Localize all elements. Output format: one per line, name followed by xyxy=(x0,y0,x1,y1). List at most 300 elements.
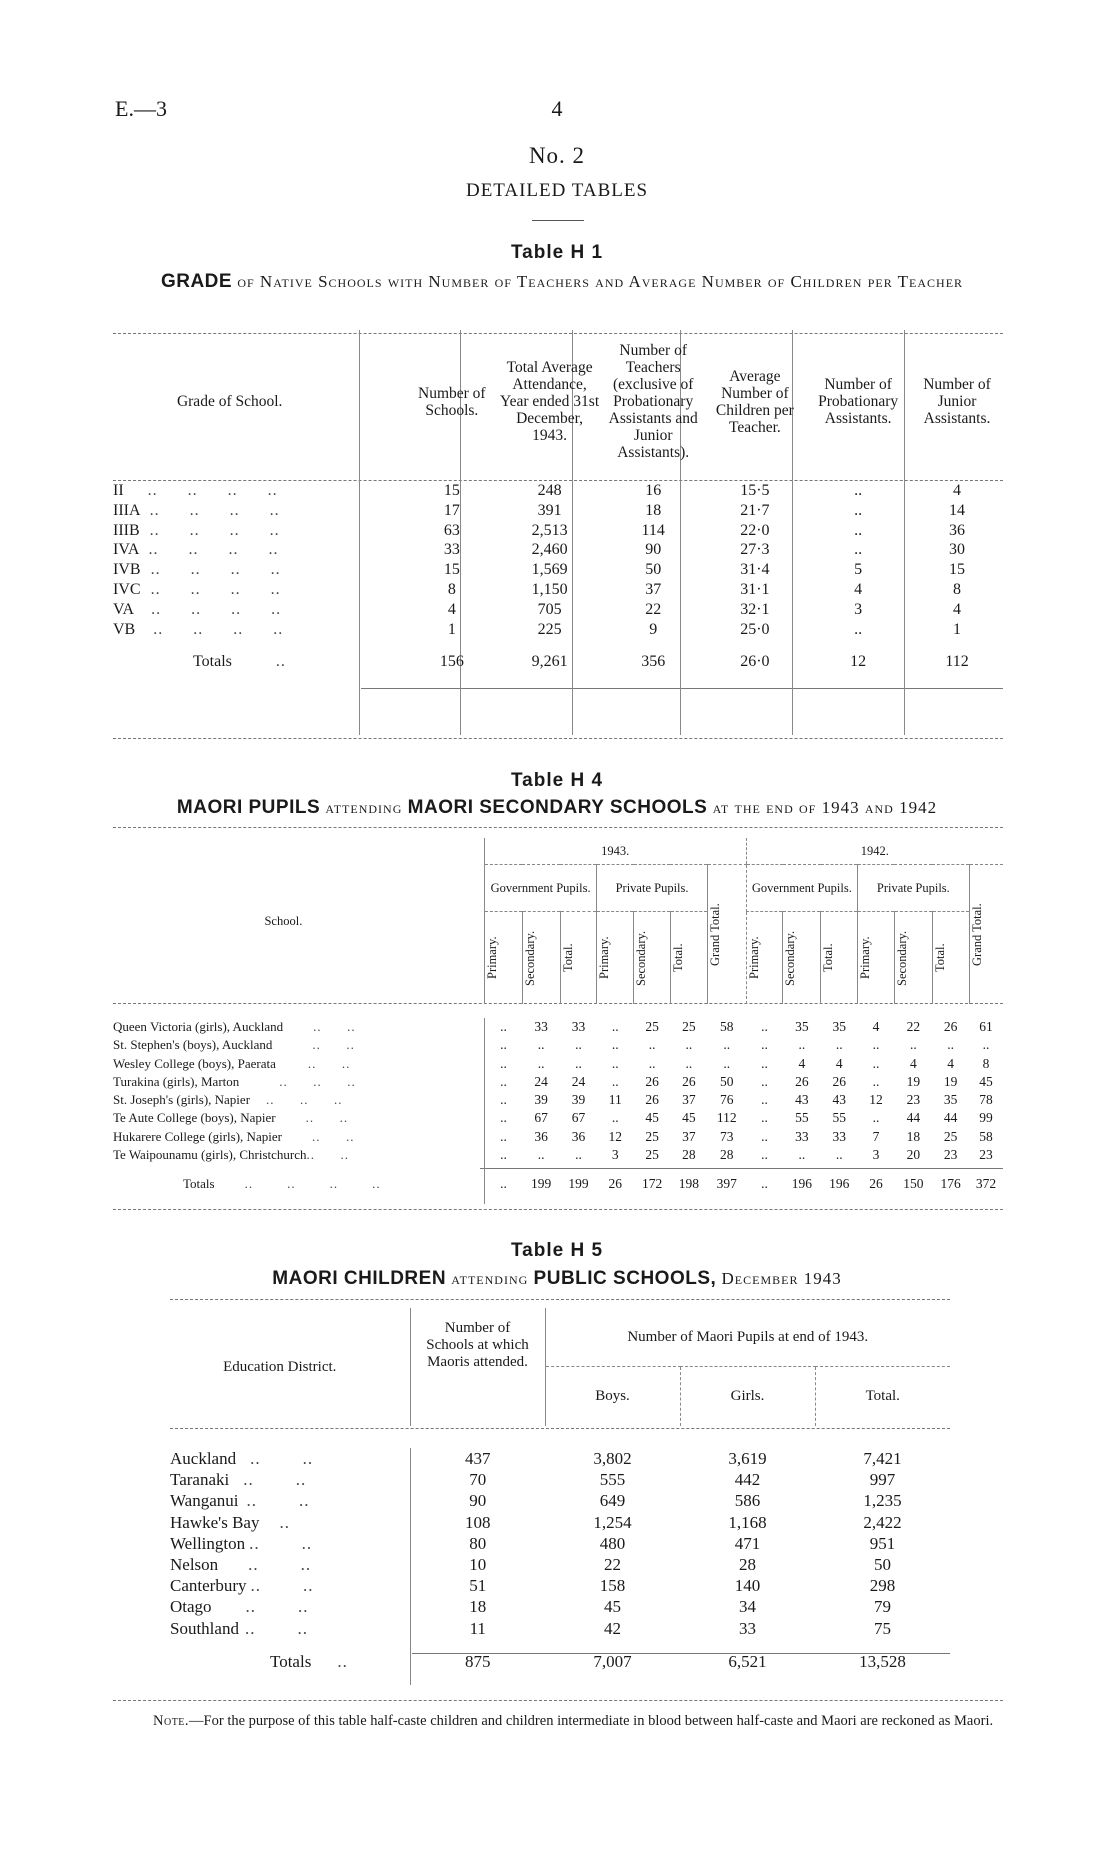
cell: 199 xyxy=(530,1176,552,1192)
cell: 33 xyxy=(739,1618,756,1638)
table-row: St. Stephen's (boys), Auckland .. .. .. .. .. .. .. .. .. .. .. .. .. .. .. .. xyxy=(113,1036,1003,1054)
cell: .. xyxy=(537,1147,545,1163)
table-row: IIIA .. .. .. .. 17 391 18 21·7 .. 14 xyxy=(113,501,1003,521)
col-total: Total. xyxy=(815,1367,950,1427)
cell: 150 xyxy=(903,1176,924,1192)
cell: 19 xyxy=(943,1073,958,1089)
cell: 23 xyxy=(979,1147,993,1163)
cell: 45 xyxy=(979,1073,993,1089)
cell: 28 xyxy=(682,1147,696,1163)
cell: 8 xyxy=(953,580,962,598)
cell: 33 xyxy=(795,1128,809,1144)
totals-label: Totals xyxy=(183,1176,215,1192)
cell: .. xyxy=(575,1147,582,1163)
cell: 471 xyxy=(734,1533,761,1553)
cell: 25 xyxy=(645,1019,659,1034)
table-h4-totals-row: Totals .. .. .. .. .. 199 199 26 172 198 397 .. 196 196 26 150 176 372 xyxy=(113,1164,1003,1204)
sub-primary: Primary. xyxy=(597,936,612,980)
cell: 33 xyxy=(832,1128,846,1144)
cell: 112 xyxy=(716,1110,737,1126)
page-ref: E.—3 xyxy=(115,96,167,121)
gov-pupils-1942: Government Pupils. xyxy=(746,865,857,912)
sub-total: Total. xyxy=(560,943,575,973)
col-girls: Girls. xyxy=(680,1367,815,1427)
cell: 951 xyxy=(869,1533,896,1553)
cell: 22 xyxy=(604,1555,621,1575)
sub-secondary: Secondary. xyxy=(522,930,537,986)
cell: .. xyxy=(537,1037,545,1053)
cell: 198 xyxy=(678,1176,699,1192)
district-name: Southland xyxy=(170,1618,239,1638)
cell: 172 xyxy=(641,1176,663,1192)
district-name: Otago xyxy=(170,1597,212,1617)
cell: 26 xyxy=(608,1176,622,1192)
cell: 55 xyxy=(795,1110,809,1126)
cell: 176 xyxy=(940,1176,961,1192)
cell: 58 xyxy=(979,1128,993,1144)
cell: 26 xyxy=(645,1092,659,1108)
cell: .. xyxy=(798,1037,806,1053)
cell: .. xyxy=(611,1037,619,1053)
cell: 67 xyxy=(534,1110,548,1126)
cell: 28 xyxy=(719,1147,734,1163)
cell: 1,168 xyxy=(728,1512,767,1532)
cell: 55 xyxy=(832,1110,846,1126)
cell: 15 xyxy=(949,561,966,579)
table-h4-heading-mid: attending xyxy=(325,798,403,817)
cell: 3 xyxy=(854,600,863,618)
cell: 28 xyxy=(739,1555,756,1575)
col-num-teachers: Number of Teachers (exclusive of Probationary Assistants and Junior Assistants). xyxy=(608,342,698,461)
cell: 17 xyxy=(443,501,460,519)
cell: .. xyxy=(761,1092,768,1108)
cell: 4 xyxy=(947,1055,955,1071)
table-row: St. Joseph's (girls), Napier .. .. .. .. 39 39 11 26 37 76 .. 43 43 12 23 35 78 xyxy=(113,1091,1003,1109)
cell: 4 xyxy=(909,1055,917,1071)
cell: 18 xyxy=(645,501,662,519)
table-h5-top-rule xyxy=(170,1299,950,1300)
cell: 24 xyxy=(534,1073,548,1089)
cell: 158 xyxy=(599,1576,626,1596)
cell: 25 xyxy=(645,1128,659,1144)
cell: 9 xyxy=(649,620,658,638)
cell: 298 xyxy=(869,1576,896,1596)
cell: 61 xyxy=(979,1019,993,1034)
year-1942: 1942. xyxy=(746,838,1003,865)
table-row: Auckland .. .. 437 3,802 3,619 7,421 xyxy=(170,1448,950,1469)
table-h4-heading xyxy=(100,796,1014,819)
cell: .. xyxy=(484,1055,522,1073)
cell: .. xyxy=(484,1036,522,1054)
col-junior: Number of Junior Assistants. xyxy=(923,376,991,427)
cell: .. xyxy=(947,1037,955,1053)
cell: .. xyxy=(872,1110,880,1126)
cell: 2,422 xyxy=(863,1512,902,1532)
table-row: Wesley College (boys), Paerata .. .. .. .. .. .. .. .. .. .. 4 4 .. 4 4 8 xyxy=(113,1055,1003,1073)
school-name: Turakina (girls), Marton xyxy=(113,1073,240,1089)
cell: 3 xyxy=(872,1147,880,1163)
table-row: VA .. .. .. .. 4 705 22 32·1 3 4 xyxy=(113,600,1003,620)
cell: 14 xyxy=(949,501,966,519)
cell: 80 xyxy=(410,1533,545,1554)
cell: 34 xyxy=(739,1597,756,1617)
table-h5-title: Table H 5 xyxy=(510,1240,604,1261)
cell: .. xyxy=(611,1055,619,1071)
cell: .. xyxy=(685,1055,693,1071)
cell: .. xyxy=(854,501,863,519)
cell: .. xyxy=(872,1037,880,1053)
cell: 73 xyxy=(719,1128,734,1144)
col-avg-children: Average Number of Children per Teacher. xyxy=(715,367,794,436)
district-name: Wellington xyxy=(170,1533,246,1553)
cell: .. xyxy=(484,1128,522,1146)
table-h5-heading-bold2: PUBLIC SCHOOLS, xyxy=(533,1268,717,1289)
year-1943: 1943. xyxy=(484,838,746,865)
cell: 35 xyxy=(943,1092,958,1108)
cell: 43 xyxy=(832,1092,846,1108)
col-grade: Grade of School. xyxy=(176,393,283,410)
table-h1-top-rule xyxy=(113,333,1003,334)
cell: 199 xyxy=(568,1176,589,1192)
cell: 7,007 xyxy=(593,1651,632,1671)
col-schools: Number of Schools at which Maoris attended. xyxy=(410,1308,545,1426)
table-row: Queen Victoria (girls), Auckland .. .. .. 33 33 .. 25 25 58 .. 35 35 4 22 26 61 xyxy=(113,1018,1003,1036)
table-row: Hukarere College (girls), Napier .. .. .. 36 36 12 25 37 73 .. 33 33 7 18 25 58 xyxy=(113,1128,1003,1146)
table-row: IVB .. .. .. .. 15 1,569 50 31·4 5 15 xyxy=(113,560,1003,580)
cell: 39 xyxy=(534,1092,548,1108)
cell: 25·0 xyxy=(740,620,770,638)
cell: 7 xyxy=(872,1128,880,1144)
col-district: Education District. xyxy=(223,1358,337,1375)
cell: 4 xyxy=(953,482,962,499)
cell: .. xyxy=(723,1055,731,1071)
cell: .. xyxy=(982,1037,990,1053)
cell: .. xyxy=(835,1037,843,1053)
cell: 37 xyxy=(645,580,662,598)
cell: 63 xyxy=(443,521,460,539)
cell: 26 xyxy=(645,1073,659,1089)
cell: 12 xyxy=(850,653,867,671)
cell: .. xyxy=(648,1055,656,1071)
cell: 140 xyxy=(734,1576,761,1596)
cell: .. xyxy=(611,1110,619,1126)
table-h5-heading-mid: attending xyxy=(451,1269,529,1288)
table-h5 xyxy=(170,1308,950,1685)
cell: .. xyxy=(484,1109,522,1127)
cell: 39 xyxy=(571,1092,586,1108)
cell: 26 xyxy=(869,1176,883,1192)
table-h1-bottom-rule xyxy=(113,738,1003,739)
section-subtitle: DETAILED TABLES xyxy=(465,180,649,201)
table-h4 xyxy=(113,838,1003,1204)
note-label: Note. xyxy=(153,1713,190,1729)
table-row: VB .. .. .. .. 1 225 9 25·0 .. 1 xyxy=(113,620,1003,640)
cell: .. xyxy=(872,1073,880,1089)
cell: 25 xyxy=(943,1128,958,1144)
cell: .. xyxy=(761,1055,768,1071)
cell: .. xyxy=(484,1164,522,1204)
cell: 26 xyxy=(832,1073,846,1089)
cell: 31·4 xyxy=(740,561,770,579)
cell: .. xyxy=(761,1019,768,1034)
totals-label: Totals xyxy=(193,653,232,671)
cell: 50 xyxy=(719,1073,734,1089)
divider xyxy=(532,220,584,221)
cell: .. xyxy=(835,1147,843,1163)
cell: .. xyxy=(723,1037,731,1053)
district-name: Auckland xyxy=(170,1449,237,1468)
cell: 50 xyxy=(874,1555,891,1575)
cell: 555 xyxy=(599,1470,626,1490)
cell: 44 xyxy=(943,1110,958,1126)
cell: 997 xyxy=(869,1470,896,1490)
cell: 1 xyxy=(447,620,456,638)
cell: 586 xyxy=(734,1491,761,1511)
cell: 45 xyxy=(682,1110,696,1126)
sub-secondary: Secondary. xyxy=(634,930,649,986)
cell: .. xyxy=(761,1176,768,1192)
sub-total: Total. xyxy=(670,943,685,973)
cell: .. xyxy=(611,1019,619,1034)
cell: 33 xyxy=(571,1019,586,1034)
district-name: Nelson xyxy=(170,1555,219,1575)
cell: 70 xyxy=(410,1469,545,1490)
cell: 2,513 xyxy=(531,521,568,539)
cell: 79 xyxy=(874,1597,891,1617)
cell: 18 xyxy=(410,1596,545,1617)
grade: IVC xyxy=(113,580,141,598)
cell: 1 xyxy=(953,620,962,638)
cell: 23 xyxy=(906,1092,921,1108)
cell: 114 xyxy=(641,521,665,539)
priv-pupils-1942: Private Pupils. xyxy=(858,865,969,912)
sub-total: Total. xyxy=(821,943,836,973)
note-text: —For the purpose of this table half-caste children and children intermediate in blood between half-caste and Maori are reckoned as Maori. xyxy=(189,1713,994,1729)
totals-label: Totals xyxy=(270,1651,312,1671)
table-row: Hawke's Bay .. 108 1,254 1,168 2,422 xyxy=(170,1512,950,1533)
district-name: Hawke's Bay xyxy=(170,1512,260,1532)
table-h5-heading xyxy=(100,1267,1014,1290)
grand-total-1942: Grand Total. xyxy=(969,903,984,966)
school-name: St. Stephen's (boys), Auckland xyxy=(113,1037,273,1053)
table-row: Southland .. .. 11 42 33 75 xyxy=(170,1618,950,1639)
cell: 4 xyxy=(835,1055,843,1071)
cell: 705 xyxy=(537,600,562,618)
cell: 58 xyxy=(719,1019,734,1034)
cell: 33 xyxy=(534,1019,548,1034)
table-row: IVA .. .. .. .. 33 2,460 90 27·3 .. 30 xyxy=(113,540,1003,560)
cell: 18 xyxy=(906,1128,921,1144)
cell: 391 xyxy=(537,501,562,519)
table-h4-year-row xyxy=(113,838,1003,865)
cell: 8 xyxy=(982,1055,990,1071)
sub-secondary: Secondary. xyxy=(783,930,798,986)
cell: 1,150 xyxy=(531,580,568,598)
table-h4-bottom-rule xyxy=(113,1209,1003,1210)
sub-total: Total. xyxy=(932,943,947,973)
col-total-attendance: Total Average Attendance, Year ended 31st December, 1943. xyxy=(499,359,600,444)
table-h1-totals-rule xyxy=(361,688,1003,689)
table-h4-top-rule xyxy=(113,827,1003,828)
table-h1-header-row xyxy=(113,342,1003,461)
cell: 33 xyxy=(443,541,460,559)
sub-primary: Primary. xyxy=(746,936,761,980)
cell: 4 xyxy=(798,1055,806,1071)
cell: 108 xyxy=(410,1512,545,1533)
cell: .. xyxy=(761,1073,768,1089)
cell: 36 xyxy=(534,1128,548,1144)
school-name: Queen Victoria (girls), Auckland xyxy=(113,1019,284,1034)
cell: 13,528 xyxy=(859,1651,906,1671)
cell: 51 xyxy=(410,1575,545,1596)
cell: 1,569 xyxy=(531,561,568,579)
cell: 36 xyxy=(949,521,966,539)
cell: 25 xyxy=(682,1019,696,1034)
table-row: Otago .. .. 18 45 34 79 xyxy=(170,1596,950,1617)
table-h1-heading-bold: GRADE xyxy=(160,271,233,292)
cell: 372 xyxy=(975,1176,997,1192)
cell: 45 xyxy=(645,1110,659,1126)
grade: IVB xyxy=(113,561,141,579)
cell: 75 xyxy=(874,1618,891,1638)
cell: 35 xyxy=(795,1019,809,1034)
school-name: Te Waipounamu (girls), Christchurch xyxy=(113,1147,307,1163)
table-h5-heading-rest: December 1943 xyxy=(721,1269,842,1288)
cell: 67 xyxy=(571,1110,586,1126)
cell: 196 xyxy=(829,1176,850,1192)
table-row: Taranaki .. .. 70 555 442 997 xyxy=(170,1469,950,1490)
cell: .. xyxy=(575,1055,582,1071)
district-name: Taranaki xyxy=(170,1470,230,1490)
cell: 37 xyxy=(682,1092,696,1108)
cell: 26·0 xyxy=(740,653,770,671)
table-h5-totals-row: Totals .. 875 7,007 6,521 13,528 xyxy=(170,1639,950,1685)
cell: 30 xyxy=(949,541,966,559)
school-name: St. Joseph's (girls), Napier xyxy=(113,1092,251,1108)
cell: .. xyxy=(611,1073,619,1089)
col-num-schools: Number of Schools. xyxy=(418,384,486,419)
cell: 225 xyxy=(537,620,562,638)
cell: .. xyxy=(854,521,863,539)
table-row: Wellington .. .. 80 480 471 951 xyxy=(170,1533,950,1554)
grade: VA xyxy=(113,600,134,618)
district-name: Canterbury xyxy=(170,1576,247,1596)
cell: 3 xyxy=(611,1147,619,1163)
cell: 22 xyxy=(906,1019,921,1034)
cell: 9,261 xyxy=(531,653,568,671)
cell: .. xyxy=(484,1091,522,1109)
school-name: Wesley College (boys), Paerata xyxy=(113,1055,276,1071)
cell: 44 xyxy=(906,1110,921,1126)
cell: 90 xyxy=(410,1490,545,1511)
cell: .. xyxy=(798,1147,806,1163)
cell: 15 xyxy=(443,561,460,579)
table-row: Turakina (girls), Marton .. .. .. .. 24 24 .. 26 26 50 .. 26 26 .. 19 19 45 xyxy=(113,1073,1003,1091)
cell: 6,521 xyxy=(728,1651,767,1671)
cell: .. xyxy=(761,1110,768,1126)
table-row: Nelson .. .. 10 22 28 50 xyxy=(170,1554,950,1575)
cell: 5 xyxy=(854,561,863,579)
cell: 12 xyxy=(869,1092,883,1108)
table-note xyxy=(113,1712,1013,1731)
cell: 42 xyxy=(604,1618,621,1638)
cell: .. xyxy=(484,1073,522,1091)
table-h4-title: Table H 4 xyxy=(510,770,604,791)
cell: 11 xyxy=(410,1618,545,1639)
cell: 112 xyxy=(945,653,969,671)
cell: 20 xyxy=(906,1147,921,1163)
cell: 24 xyxy=(571,1073,586,1089)
cell: 4 xyxy=(953,600,962,618)
school-name: Te Aute College (boys), Napier xyxy=(113,1110,276,1126)
table-row: II .. .. .. .. 15 248 16 15·5 .. 4 xyxy=(113,481,1003,501)
cell: 7,421 xyxy=(863,1449,902,1468)
table-h1-title: Table H 1 xyxy=(510,242,604,263)
cell: .. xyxy=(854,620,863,638)
col-maori-pupils: Number of Maori Pupils at end of 1943. xyxy=(545,1308,950,1367)
cell: .. xyxy=(854,541,863,559)
cell: 4 xyxy=(447,600,456,618)
cell: .. xyxy=(761,1147,768,1163)
col-school: School. xyxy=(264,914,303,928)
cell: 875 xyxy=(410,1639,545,1685)
table-row: Te Waipounamu (girls), Christchurch.. .. .. .. .. 3 25 28 28 .. .. .. 3 20 23 23 xyxy=(113,1146,1003,1164)
cell: 196 xyxy=(791,1176,812,1192)
table-row: Canterbury .. .. 51 158 140 298 xyxy=(170,1575,950,1596)
cell: 15 xyxy=(443,482,460,499)
cell: 4 xyxy=(854,580,863,598)
col-boys: Boys. xyxy=(545,1367,680,1427)
cell: 27·3 xyxy=(740,541,770,559)
cell: .. xyxy=(484,1146,522,1164)
table-row: Te Aute College (boys), Napier .. .. .. 67 67 .. 45 45 112 .. 55 55 .. 44 44 99 xyxy=(113,1109,1003,1127)
cell: 35 xyxy=(832,1019,846,1034)
cell: 8 xyxy=(447,580,456,598)
school-name: Hukarere College (girls), Napier xyxy=(113,1128,282,1144)
cell: 4 xyxy=(872,1019,880,1034)
cell: 45 xyxy=(604,1597,621,1617)
cell: 11 xyxy=(608,1092,622,1108)
table-h1 xyxy=(113,342,1003,685)
cell: 99 xyxy=(979,1110,993,1126)
sub-secondary: Secondary. xyxy=(894,930,909,986)
cell: 15·5 xyxy=(740,482,770,499)
grade: VB xyxy=(113,620,136,638)
cell: 1,235 xyxy=(863,1491,902,1511)
cell: 76 xyxy=(719,1092,734,1108)
cell: 78 xyxy=(979,1092,993,1108)
cell: 50 xyxy=(645,561,662,579)
cell: 442 xyxy=(734,1470,761,1490)
cell: 156 xyxy=(439,653,464,671)
cell: 437 xyxy=(410,1448,545,1469)
gov-pupils-1943: Government Pupils. xyxy=(484,865,597,912)
cell: 480 xyxy=(599,1533,626,1553)
table-row: IIIB .. .. .. .. 63 2,513 114 22·0 .. 36 xyxy=(113,521,1003,541)
table-h4-heading-rest: at the end of 1943 and 1942 xyxy=(712,798,938,817)
table-h5-header-row1 xyxy=(170,1308,950,1367)
table-h4-heading-bold: MAORI PUPILS xyxy=(176,797,321,818)
table-h4-heading-bold2: MAORI SECONDARY SCHOOLS xyxy=(407,797,708,818)
cell: .. xyxy=(685,1037,693,1053)
cell: .. xyxy=(537,1055,545,1071)
grade: IIIA xyxy=(113,501,140,519)
cell: 12 xyxy=(608,1128,622,1144)
table-h1-heading xyxy=(110,270,1014,293)
cell: .. xyxy=(872,1055,880,1071)
table-h1-heading-rest: of Native Schools with Number of Teachers and Average Number of Children per Teacher xyxy=(237,272,964,291)
cell: 43 xyxy=(795,1092,809,1108)
